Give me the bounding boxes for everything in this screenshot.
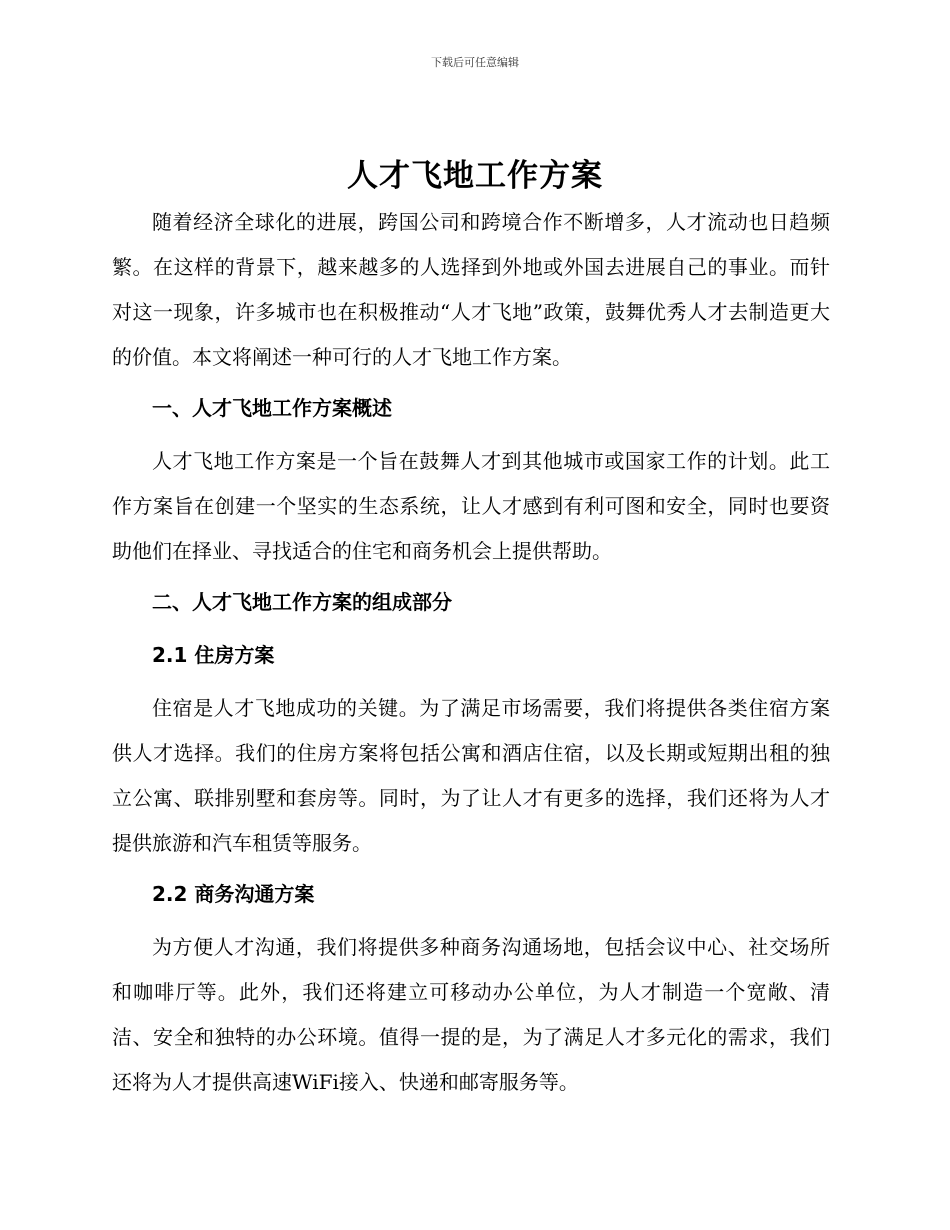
subsection-heading-housing: 2.1 住房方案: [152, 643, 275, 667]
intro-paragraph: 随着经济全球化的进展，跨国公司和跨境合作不断增多，人才流动也日趋频繁。在这样的背景下，越来越多的人选择到外地或外国去进展自己的事业。而针对这一现象，许多城市也在积极推动“人才飞地”政策，鼓舞优秀人才去制造更大的价值。本文将阐述一种可行的人才飞地工作方案。: [112, 210, 830, 369]
business-paragraph: 为方便人才沟通，我们将提供多种商务沟通场地，包括会议中心、社交场所和咖啡厅等。此外，我们还将建立可移动办公单位，为人才制造一个宽敞、清洁、安全和独特的办公环境。值得一提的是，为了满足人才多元化的需求，我们还将为人才提供高速WiFi接入、快递和邮寄服务等。: [112, 935, 830, 1094]
page-header-note: 下载后可任意编辑: [431, 56, 519, 69]
section-heading-overview: 一、人才飞地工作方案概述: [152, 396, 392, 420]
document-body: [112, 200, 830, 1105]
subsection-heading-business: 2.2 商务沟通方案: [152, 882, 315, 906]
section-heading-components: 二、人才飞地工作方案的组成部分: [152, 590, 452, 614]
document-title: 人才飞地工作方案: [347, 158, 603, 194]
overview-paragraph: 人才飞地工作方案是一个旨在鼓舞人才到其他城市或国家工作的计划。此工作方案旨在创建一个坚实的生态系统，让人才感到有利可图和安全，同时也要资助他们在择业、寻找适合的住宅和商务机会上提供帮助。: [112, 449, 830, 563]
housing-paragraph: 住宿是人才飞地成功的关键。为了满足市场需要，我们将提供各类住宿方案供人才选择。我们的住房方案将包括公寓和酒店住宿，以及长期或短期出租的独立公寓、联排别墅和套房等。同时，为了让人才有更多的选择，我们还将为人才提供旅游和汽车租赁等服务。: [112, 696, 830, 855]
